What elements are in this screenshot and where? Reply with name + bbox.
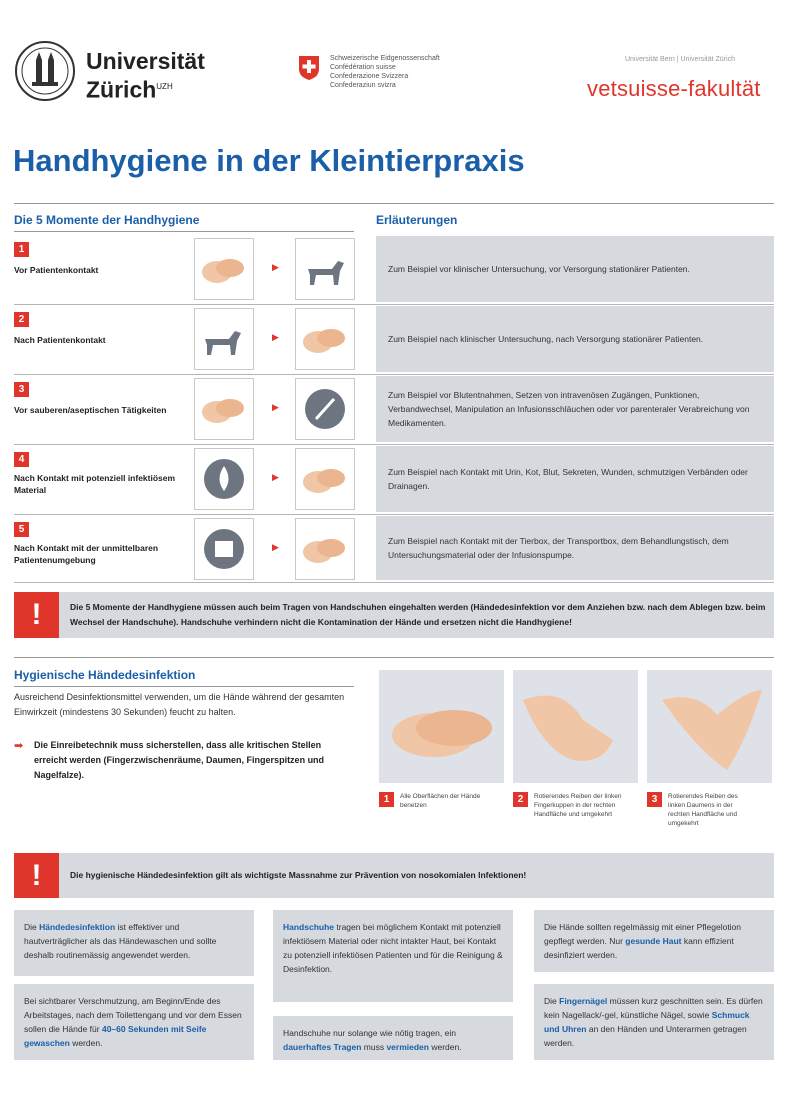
box-highlight: Schmuck und Uhren — [544, 1010, 750, 1034]
row-divider — [14, 514, 774, 515]
dog-icon — [295, 238, 355, 300]
step-number: 1 — [379, 792, 394, 807]
box-highlight: 40–60 Sekunden mit Seife gewaschen — [24, 1024, 207, 1048]
info-box-disinfection — [14, 910, 254, 976]
moment-explanation: Zum Beispiel nach Kontakt mit Urin, Kot, Blut, Sekreten, Wunden, schmutzigen Verbänden oder Drainagen. — [376, 446, 774, 512]
box-text: kann effizient desinfiziert werden. — [544, 936, 734, 960]
step-number: 3 — [647, 792, 662, 807]
vetsuisse-subtitle: Universität Bern | Universität Zürich — [625, 56, 735, 63]
moment-explanation: Zum Beispiel nach Kontakt mit der Tierbox, der Transportbox, dem Behandlungstisch, dem Untersuchungsmaterial oder der Infusionspumpe. — [376, 516, 774, 580]
box-text: Die — [24, 922, 40, 932]
dog-icon — [194, 308, 254, 370]
hands-step1-illustration — [379, 670, 504, 783]
ch-line: Confederazione Svizzera — [330, 73, 409, 80]
arrow-right-icon: ▶ — [272, 402, 279, 412]
title-divider — [14, 203, 774, 204]
info-box-fingernails — [534, 984, 774, 1060]
disinfection-text: Ausreichend Desinfektionsmittel verwenden, um die Hände während der gesamten Einwirkzeit (mindestens 30 Sekunden) feucht zu halten. — [14, 692, 345, 717]
row-divider — [14, 582, 774, 583]
step-number: 2 — [513, 792, 528, 807]
box-text: muss — [361, 1042, 387, 1052]
moment-label: Vor Patientenkontakt — [14, 265, 99, 275]
box-text: Handschuhe nur solange wie nötig tragen, ein — [283, 1028, 456, 1038]
swiss-confederation-text — [330, 54, 440, 90]
page-title: Handhygiene in der Kleintierpraxis — [13, 143, 525, 178]
step-caption: Rotierendes Reiben des linken Daumens in der rechten Handfläche und umgekehrt — [668, 793, 738, 827]
ch-line: Confédération suisse — [330, 64, 396, 71]
swiss-shield-icon — [298, 55, 320, 81]
moment-explanation: Zum Beispiel vor klinischer Untersuchung, vor Versorgung stationärer Patienten. — [376, 236, 774, 302]
box-highlight: dauerhaftes Tragen — [283, 1042, 362, 1052]
row-divider — [14, 304, 774, 305]
box-text: Die Hände sollten regelmässig mit einer Pflegelotion gepflegt werden. Nur — [544, 922, 742, 946]
disinfection-warning — [14, 853, 774, 898]
hands-rubbing-icon — [295, 448, 355, 510]
row-divider — [14, 444, 774, 445]
technique-note: Die Einreibetechnik muss sicherstellen, dass alle kritischen Stellen erreicht werden (Fingerzwischenräume, Daumen, Fingerspitzen und Nagelfalze). — [34, 740, 325, 780]
box-highlight: Fingernägel — [559, 996, 608, 1006]
section-divider — [14, 657, 774, 658]
arrow-right-icon: ▶ — [272, 542, 279, 552]
step-caption: Alle Oberflächen der Hände benetzen — [400, 793, 481, 809]
uzh-wordmark — [86, 48, 205, 103]
hands-rubbing-icon — [194, 378, 254, 440]
moment-number: 1 — [14, 242, 29, 257]
moment-label: Nach Kontakt mit der unmittelbaren Patientenumgebung — [14, 543, 159, 565]
disinfection-heading-line — [14, 686, 354, 687]
hands-rubbing-icon — [295, 308, 355, 370]
hands-rubbing-icon — [194, 238, 254, 300]
ch-line: Confederaziun svizra — [330, 82, 396, 89]
uzh-line1: Universität — [86, 48, 205, 74]
uzh-seal-logo — [14, 40, 76, 102]
explanations-heading: Erläuterungen — [376, 213, 458, 227]
uzh-sup: UZH — [156, 82, 173, 91]
info-box-skin-care — [534, 910, 774, 972]
box-highlight: gesunde Haut — [625, 936, 682, 946]
info-box-glove-duration — [273, 1016, 513, 1060]
uzh-line2: Zürich — [86, 76, 157, 103]
box-highlight: Handschuhe — [283, 922, 335, 932]
hands-rubbing-icon — [295, 518, 355, 580]
info-box-gloves — [273, 910, 513, 1002]
syringe-icon — [295, 378, 355, 440]
box-text: an den Händen und Unterarmen getragen werden. — [544, 1024, 747, 1048]
moment-number: 5 — [14, 522, 29, 537]
moment-number: 4 — [14, 452, 29, 467]
box-text: müssen kurz geschnitten sein. Es dürfen kein Nagellack/-gel, künstliche Nägel, sowie — [544, 996, 763, 1020]
patient-environment-icon — [194, 518, 254, 580]
moment-explanation: Zum Beispiel vor Blutentnahmen, Setzen von intravenösen Zugängen, Punktionen, Verbandwechsel, Manipulation an Infusionsschläuchen oder vor parenteraler Verabreichung von Medikamenten. — [376, 376, 774, 442]
moment-label: Nach Kontakt mit potenziell infektiösem Material — [14, 473, 176, 495]
gloves-warning — [14, 592, 774, 638]
box-text: ist effektiver und hautverträglicher als das Händewaschen und sollte deshalb routinemässig angewendet werden. — [24, 922, 217, 960]
moment-explanation: Zum Beispiel nach klinischer Untersuchung, nach Versorgung stationärer Patienten. — [376, 306, 774, 372]
hands-step3-illustration — [647, 670, 772, 783]
box-text: Die — [544, 996, 560, 1006]
step-caption: Rotierendes Reiben der linken Fingerkuppen in der rechten Handfläche und umgekehrt — [534, 793, 622, 818]
arrow-bullet-icon: ➡ — [14, 740, 24, 752]
warning-icon: ! — [14, 592, 59, 638]
box-text: Bei sichtbarer Verschmutzung, am Beginn/Ende des Arbeitstages, nach dem Toilettengang und vor dem Essen sollen die Hände für — [24, 996, 242, 1034]
vetsuisse-wordmark: vetsuisse-fakultät — [587, 76, 761, 101]
box-highlight: Händedesinfektion — [39, 922, 116, 932]
info-box-handwashing — [14, 984, 254, 1060]
box-highlight: vermieden — [386, 1042, 429, 1052]
moment-label: Vor sauberen/aseptischen Tätigkeiten — [14, 405, 167, 415]
arrow-right-icon: ▶ — [272, 472, 279, 482]
moment-number: 2 — [14, 312, 29, 327]
row-divider — [14, 374, 774, 375]
disinfection-heading: Hygienische Händedesinfektion — [14, 668, 196, 682]
moment-label: Nach Patientenkontakt — [14, 335, 106, 345]
arrow-right-icon: ▶ — [272, 262, 279, 272]
box-text: werden. — [69, 1038, 103, 1048]
warning-text: Die 5 Momente der Handhygiene müssen auch beim Tragen von Handschuhen eingehalten werden (Händedesinfektion vor dem Anziehen bzw. nach dem Ablegen bzw. beim Wechsel der Handschuhe). Handschuhe verhindern nicht die Kontamination der Hände und ersetzen nicht die Handhygiene! — [70, 602, 766, 627]
warning-icon: ! — [14, 853, 59, 898]
box-text: werden. — [428, 1042, 462, 1052]
box-text: tragen bei möglichem Kontakt mit potenziell infektiösem Material oder nicht intakter Haut, bei Kontakt zu potenziell infektiösen Patienten und für die Reinigung & Desinfektion. — [283, 922, 503, 974]
warning-text: Die hygienische Händedesinfektion gilt als wichtigste Massnahme zur Prävention von nosokomialen Infektionen! — [70, 870, 527, 880]
ch-line: Schweizerische Eidgenossenschaft — [330, 55, 440, 62]
moments-heading: Die 5 Momente der Handhygiene — [14, 213, 200, 227]
droplet-icon — [194, 448, 254, 510]
hands-step2-illustration — [513, 670, 638, 783]
moments-heading-line — [14, 231, 354, 232]
moment-number: 3 — [14, 382, 29, 397]
arrow-right-icon: ▶ — [272, 332, 279, 342]
